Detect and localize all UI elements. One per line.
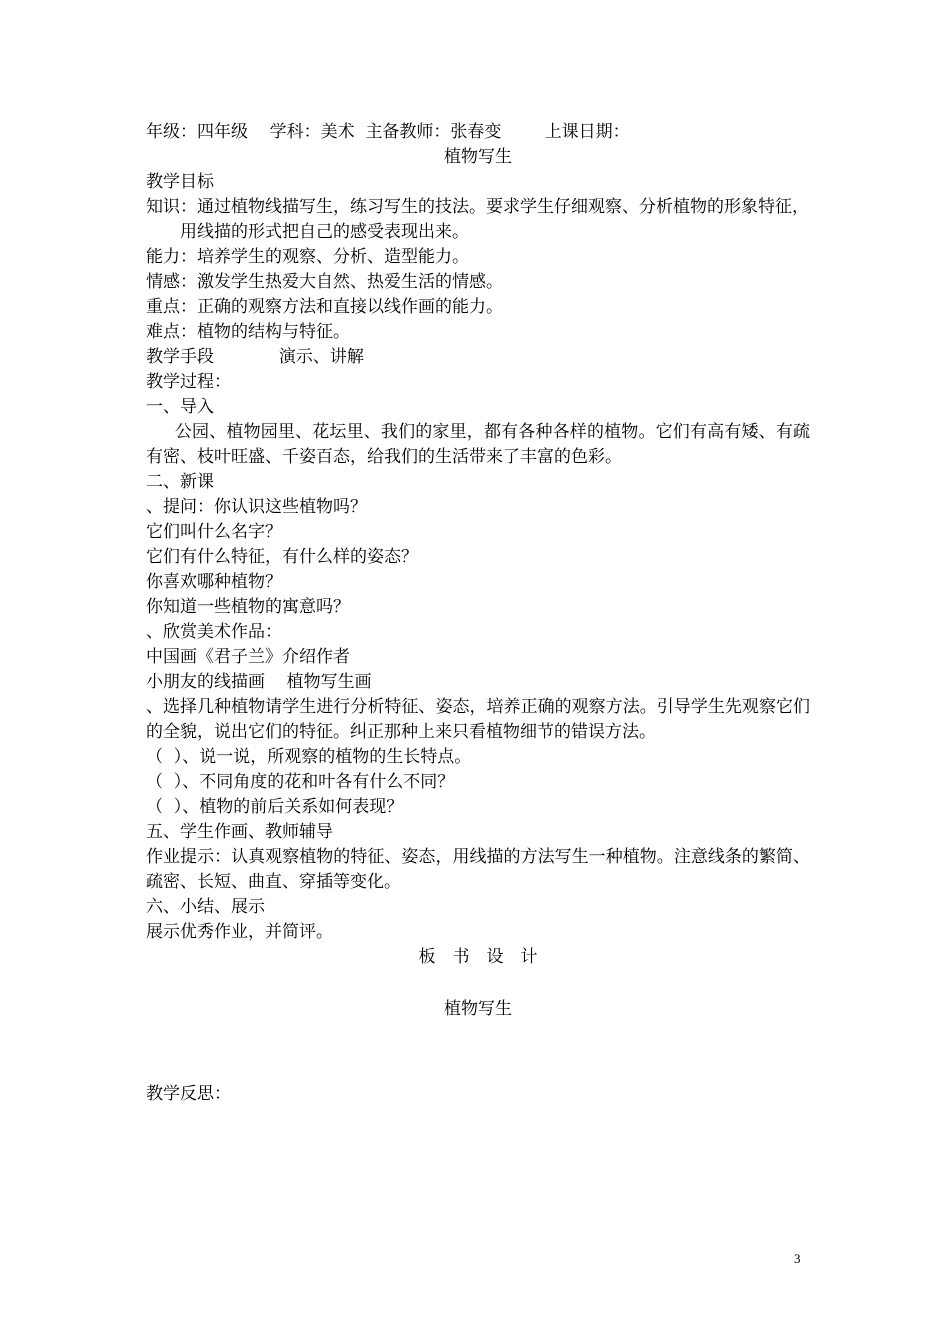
page-number: 3 [794,1251,801,1266]
board-title: 植物写生 [444,999,512,1019]
question-5: 你知道一些植物的寓意吗？ [146,597,350,617]
question-1: 、提问：你认识这些植物吗？ [146,497,367,517]
artwork-1: 中国画《君子兰》介绍作者 [146,647,350,667]
sub-item-2: （ ）、不同角度的花和叶各有什么不同？ [146,772,455,792]
header-line [146,120,810,145]
knowledge-goal: 知识：通过植物线描写生，练习写生的技法。要求学生仔细观察、分析植物的形象特征，用线描的形式把自己的感受表现出来。 [146,197,809,242]
question-2: 它们叫什么名字？ [146,522,282,542]
teaching-means [146,345,810,370]
section5-heading: 五、学生作画、教师辅导 [146,822,333,842]
date-field: 上课日期： [544,122,630,142]
artwork-2 [146,670,810,695]
question-3: 它们有什么特征，有什么样的姿态？ [146,547,418,567]
appreciate-heading: 、欣赏美术作品： [146,622,282,642]
homework-text: 作业提示：认真观察植物的特征、姿态，用线描的方法写生一种植物。注意线条的繁简、疏密、长短、曲直、穿插等变化。 [146,847,810,892]
section6-heading: 六、小结、展示 [146,897,265,917]
lesson-plan-body [146,120,810,1107]
teacher-field: 主备教师：张春变 [365,122,502,142]
sub-item-1: （ ）、说一说，所观察的植物的生长特点。 [146,747,472,767]
artwork-2-b: 植物写生画 [286,672,372,692]
goals-heading: 教学目标 [146,172,214,192]
page-title: 植物写生 [444,147,512,167]
emotion-goal: 情感：激发学生热爱大自然、热爱生活的情感。 [146,272,503,292]
grade-field: 年级：四年级 [146,122,248,142]
means-label: 教学手段 [146,347,214,367]
section1-heading: 一、导入 [146,397,214,417]
select-plants-text: 、选择几种植物请学生进行分析特征、姿态，培养正确的观察方法。引导学生先观察它们的全貌，说出它们的特征。纠正那种上来只看植物细节的错误方法。 [146,697,810,742]
means-value: 演示、讲解 [278,347,364,367]
section1-text: 公园、植物园里、花坛里、我们的家里，都有各种各样的植物。它们有高有矮、有疏有密、枝叶旺盛、千姿百态，给我们的生活带来了丰富的色彩。 [146,422,810,467]
artwork-2-a: 小朋友的线描画 [146,672,265,692]
ability-goal: 能力：培养学生的观察、分析、造型能力。 [146,247,469,267]
subject-field: 学科：美术 [269,122,355,142]
board-heading: 板 书 设 计 [418,947,538,967]
reflection-label: 教学反思： [146,1084,231,1104]
section2-heading: 二、新课 [146,472,214,492]
key-point: 重点：正确的观察方法和直接以线作画的能力。 [146,297,503,317]
section6-text: 展示优秀作业，并简评。 [146,922,333,942]
sub-item-3: （ ）、植物的前后关系如何表现？ [146,797,404,817]
question-4: 你喜欢哪种植物？ [146,572,282,592]
difficulty-point: 难点：植物的结构与特征。 [146,322,350,342]
process-heading: 教学过程： [146,372,231,392]
